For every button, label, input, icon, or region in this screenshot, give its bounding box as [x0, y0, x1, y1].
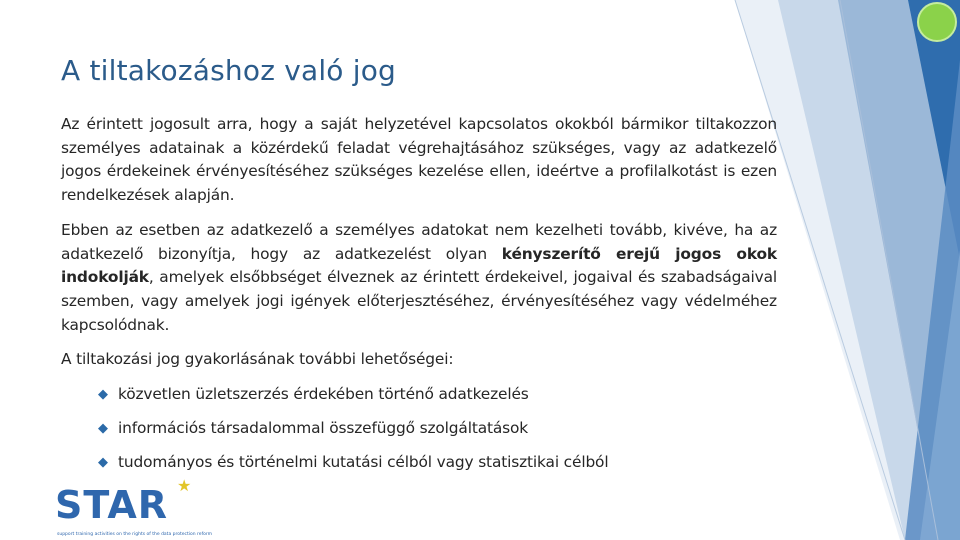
paragraph-2	[61, 219, 777, 338]
logo-wordmark: STAR	[55, 483, 169, 527]
star-logo	[53, 476, 213, 540]
diamond-icon: ◆	[98, 421, 108, 437]
paragraph-2-part-2: , amelyek elsőbbséget élveznek az érintett érdekeivel, jogaival és szabadságaival szemben, vagy amelyek jogi igények előterjesztéséhez, érvényesítéséhez vagy védelméhez kapcsolódnak.	[61, 268, 777, 334]
slide-title: A tiltakozáshoz való jog	[61, 54, 397, 87]
intro-line: A tiltakozási jog gyakorlásának további lehetőségei:	[61, 350, 454, 369]
list-item	[61, 416, 777, 450]
list-item-text: információs társadalommal összefüggő szolgáltatások	[118, 419, 529, 438]
diamond-icon: ◆	[98, 387, 108, 403]
list-item-text: közvetlen üzletszerzés érdekében történő adatkezelés	[118, 385, 529, 404]
action-button-circle[interactable]	[917, 2, 957, 42]
paragraph-2-bold: kényszerítő erejű jogos okok indokolják	[61, 244, 778, 287]
slide-body	[61, 113, 777, 484]
paragraph-2-part-1: Ebben az esetben az adatkezelő a személyes adatokat nem kezelheti tovább, kivéve, ha az adatkezelő bizonyítja, hogy az adatkezelést olyan	[61, 220, 777, 263]
logo-tagline: support training activities on the rights of the data protection reform	[57, 532, 213, 537]
diamond-icon: ◆	[98, 455, 108, 471]
list-item-text: tudományos és történelmi kutatási célból vagy statisztikai célból	[118, 453, 609, 472]
bullet-list	[61, 382, 777, 484]
list-item	[61, 382, 777, 416]
paragraph-1: Az érintett jogosult arra, hogy a saját helyzetével kapcsolatos okokból bármikor tiltakozzon személyes adatainak a közérdekű feladat végrehajtásához szükséges, vagy az adatkezelő jogos érdekeinek érvényesítéséhez szükséges kezelése ellen, ideértve a profilalkotást is ezen rendelkezések alapján.	[61, 115, 777, 205]
star-icon: ★	[177, 476, 192, 495]
